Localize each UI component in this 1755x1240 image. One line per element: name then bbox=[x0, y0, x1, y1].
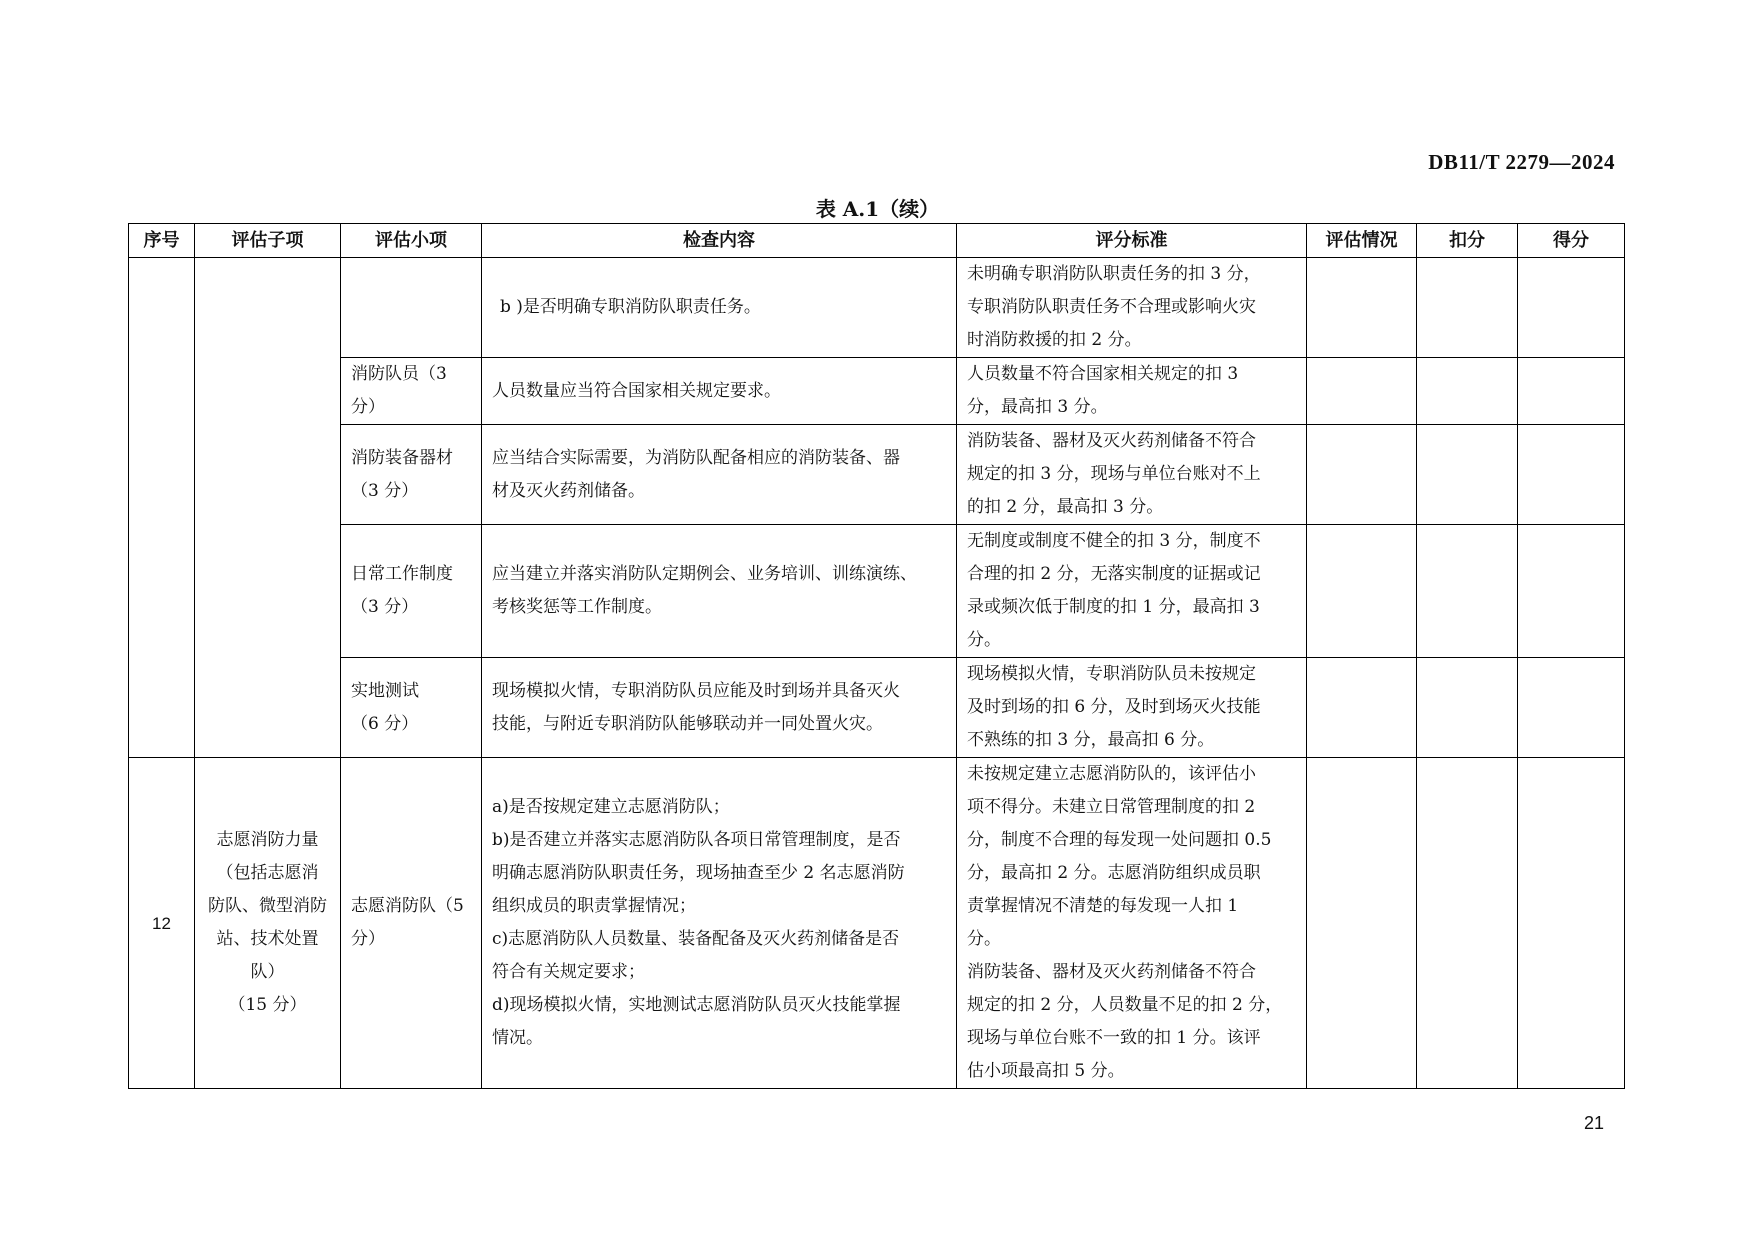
criteria-cell: 现场模拟火情，专职消防队员未按规定 及时到场的扣 6 分，及时到场灭火技能 不熟练的扣 3 分，最高扣 6 分。 bbox=[957, 658, 1307, 758]
deduction-cell bbox=[1417, 758, 1518, 1089]
table-row bbox=[129, 258, 1625, 358]
seq-cell: 12 bbox=[129, 758, 195, 1089]
table-row bbox=[129, 525, 1625, 658]
col-header-criteria: 评分标准 bbox=[957, 224, 1307, 258]
col-header-item: 评估小项 bbox=[341, 224, 482, 258]
subitem-cell bbox=[195, 258, 341, 758]
table-row bbox=[129, 358, 1625, 425]
criteria-cell: 无制度或制度不健全的扣 3 分，制度不 合理的扣 2 分，无落实制度的证据或记 录或频次低于制度的扣 1 分，最高扣 3 分。 bbox=[957, 525, 1307, 658]
table-row bbox=[129, 658, 1625, 758]
deduction-cell bbox=[1417, 525, 1518, 658]
content-cell: 应当建立并落实消防队定期例会、业务培训、训练演练、 考核奖惩等工作制度。 bbox=[482, 525, 957, 658]
seq-cell bbox=[129, 258, 195, 758]
deduction-cell bbox=[1417, 358, 1518, 425]
content-cell: b )是否明确专职消防队职责任务。 bbox=[482, 258, 957, 358]
criteria-cell: 未按规定建立志愿消防队的，该评估小 项不得分。未建立日常管理制度的扣 2 分，制度不合理的每发现一处问题扣 0.5 分，最高扣 2 分。志愿消防组织成员职 责掌握情况不清楚的每发现一人扣 1 分。 消防装备、器材及灭火药剂储备不符合 规定的扣 2 分，人员数量不足的扣 2 分， 现场与单位台账不一致的扣 1 分。该评 估小项最高扣 5 分。 bbox=[957, 758, 1307, 1089]
content-cell: 现场模拟火情，专职消防队员应能及时到场并具备灭火 技能，与附近专职消防队能够联动并一同处置火灾。 bbox=[482, 658, 957, 758]
score-cell bbox=[1518, 258, 1625, 358]
content-cell: a)是否按规定建立志愿消防队； b)是否建立并落实志愿消防队各项日常管理制度，是否 明确志愿消防队职责任务，现场抽查至少 2 名志愿消防 组织成员的职责掌握情况； c)志愿消防队人员数量、装备配备及灭火药剂储备是否 符合有关规定要求； d)现场模拟火情，实地测试志愿消防队员灭火技能掌握 情况。 bbox=[482, 758, 957, 1089]
criteria-cell: 未明确专职消防队职责任务的扣 3 分， 专职消防队职责任务不合理或影响火灾 时消防救援的扣 2 分。 bbox=[957, 258, 1307, 358]
table-caption: 表 A.1（续） bbox=[815, 197, 940, 221]
content-cell: 人员数量应当符合国家相关规定要求。 bbox=[482, 358, 957, 425]
criteria-cell: 人员数量不符合国家相关规定的扣 3 分，最高扣 3 分。 bbox=[957, 358, 1307, 425]
status-cell bbox=[1307, 425, 1417, 525]
col-header-score: 得分 bbox=[1518, 224, 1625, 258]
col-header-subitem: 评估子项 bbox=[195, 224, 341, 258]
col-header-status: 评估情况 bbox=[1307, 224, 1417, 258]
document-code: DB11/T 2279—2024 bbox=[1428, 150, 1615, 174]
table-row bbox=[129, 758, 1625, 1089]
deduction-cell bbox=[1417, 258, 1518, 358]
item-cell: 日常工作制度 （3 分） bbox=[341, 525, 482, 658]
item-cell: 志愿消防队（5 分） bbox=[341, 758, 482, 1089]
page-number: 21 bbox=[1583, 1113, 1604, 1133]
item-cell: 实地测试 （6 分） bbox=[341, 658, 482, 758]
score-cell bbox=[1518, 425, 1625, 525]
deduction-cell bbox=[1417, 425, 1518, 525]
score-cell bbox=[1518, 525, 1625, 658]
col-header-content: 检查内容 bbox=[482, 224, 957, 258]
table-header-row bbox=[129, 224, 1625, 258]
status-cell bbox=[1307, 358, 1417, 425]
status-cell bbox=[1307, 758, 1417, 1089]
score-cell bbox=[1518, 758, 1625, 1089]
col-header-deduction: 扣分 bbox=[1417, 224, 1518, 258]
item-cell: 消防装备器材 （3 分） bbox=[341, 425, 482, 525]
subitem-cell: 志愿消防力量 （包括志愿消 防队、微型消防 站、技术处置 队） （15 分） bbox=[195, 758, 341, 1089]
content-cell: 应当结合实际需要，为消防队配备相应的消防装备、器 材及灭火药剂储备。 bbox=[482, 425, 957, 525]
item-cell: 消防队员（3 分） bbox=[341, 358, 482, 425]
criteria-cell: 消防装备、器材及灭火药剂储备不符合 规定的扣 3 分，现场与单位台账对不上 的扣 2 分，最高扣 3 分。 bbox=[957, 425, 1307, 525]
deduction-cell bbox=[1417, 658, 1518, 758]
status-cell bbox=[1307, 525, 1417, 658]
item-cell bbox=[341, 258, 482, 358]
score-cell bbox=[1518, 358, 1625, 425]
table-row bbox=[129, 425, 1625, 525]
status-cell bbox=[1307, 258, 1417, 358]
col-header-seq: 序号 bbox=[129, 224, 195, 258]
status-cell bbox=[1307, 658, 1417, 758]
score-cell bbox=[1518, 658, 1625, 758]
evaluation-table bbox=[128, 223, 1625, 1089]
